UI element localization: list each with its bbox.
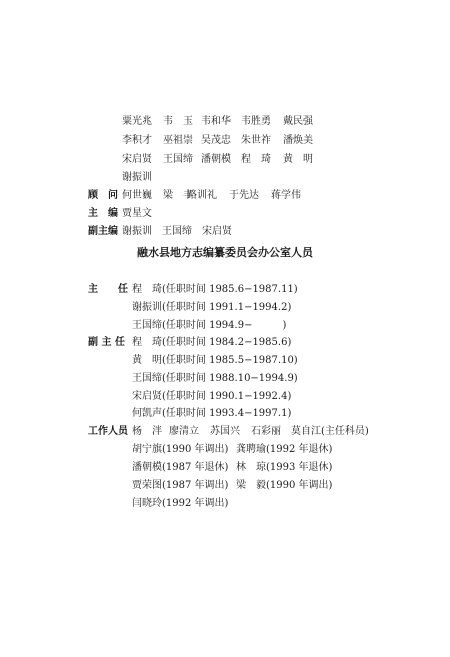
deputy-editor-name: 谢振训 — [122, 226, 152, 237]
advisor-name: 蒋学伟 — [271, 190, 301, 201]
deputy-director-entry: 黄 明(任职时间 1985.5−1987.10) — [132, 355, 298, 366]
member-name: 朱世祚 — [241, 135, 271, 146]
deputy-editor-names — [122, 226, 232, 238]
staff-label: 工作人员 — [88, 426, 128, 437]
member-name: 王国缔 — [163, 154, 193, 165]
deputy-director-label: 副 主 任 — [88, 337, 125, 348]
staff-row — [132, 498, 228, 510]
deputy-editor-label: 副主编 — [88, 226, 118, 237]
members-row — [122, 154, 313, 166]
staff-entry: 林 琼(1993 年退休) — [236, 462, 333, 473]
members-row — [122, 116, 313, 128]
staff-row — [132, 480, 332, 492]
members-row — [122, 135, 313, 147]
staff-entry: 潘朝模(1987 年退休) — [132, 462, 229, 473]
member-name: 粟光兆 — [122, 116, 152, 127]
deputy-director-entry: 何凯声(任职时间 1993.4−1997.1) — [132, 408, 292, 419]
member-name: 黄 明 — [283, 154, 313, 165]
member-name: 韦胜勇 — [241, 116, 271, 127]
member-name: 潘朝模 — [201, 154, 231, 165]
director-entry: 程 琦(任职时间 1985.6−1987.11) — [132, 284, 298, 295]
advisor-name: 何世巍 — [122, 190, 152, 201]
director-entry: 谢振训(任职时间 1991.1−1994.2) — [132, 302, 292, 313]
member-name: 李积才 — [122, 135, 152, 146]
staff-name: 廖清立 — [169, 426, 199, 437]
members-row — [122, 172, 152, 184]
staff-name: 苏国兴 — [210, 426, 240, 437]
director-entry: 王国缔(任职时间 1994.9− ) — [132, 320, 287, 331]
director-label: 主 任 — [88, 284, 128, 295]
staff-entry: 梁 毅(1990 年调出) — [236, 480, 333, 491]
advisors-names — [122, 190, 301, 202]
chief-editor-name: 贾星文 — [122, 208, 152, 219]
staff-row — [132, 444, 332, 456]
staff-entry: 闫晓玲(1992 年调出) — [132, 498, 229, 509]
advisors-label: 顾 问 — [88, 190, 118, 201]
deputy-editor-name: 宋启贤 — [202, 226, 232, 237]
staff-row — [132, 462, 332, 474]
advisor-name: 于先达 — [229, 190, 259, 201]
advisor-name: 路训礼 — [187, 190, 217, 201]
staff-name: 莫自江(主任科员) — [291, 426, 369, 437]
member-name: 韦 玉 — [163, 116, 193, 127]
member-name: 宋启贤 — [122, 154, 152, 165]
staff-entry: 贾荣图(1987 年调出) — [132, 480, 229, 491]
staff-first-row — [132, 426, 369, 438]
staff-entry: 胡宁旗(1990 年调出) — [132, 444, 229, 455]
deputy-editor-name: 王国缔 — [162, 226, 192, 237]
member-name: 程 琦 — [241, 154, 271, 165]
deputy-director-entry: 宋启贤(任职时间 1990.1−1992.4) — [132, 391, 292, 402]
staff-name: 石彩丽 — [251, 426, 281, 437]
deputy-director-entry: 程 琦(任职时间 1984.2−1985.6) — [132, 337, 292, 348]
member-name: 戴民强 — [283, 116, 313, 127]
member-name: 潘焕美 — [283, 135, 313, 146]
chief-editor-label: 主 编 — [88, 208, 118, 219]
member-name: 吴茂忠 — [201, 135, 231, 146]
staff-entry: 龚聘瑜(1992 年退休) — [236, 444, 333, 455]
advisor-name: 梁 丰 — [163, 190, 193, 201]
member-name: 谢振训 — [122, 172, 152, 183]
deputy-director-entry: 王国缔(任职时间 1988.10−1994.9) — [132, 373, 298, 384]
member-name: 巫祖崇 — [163, 135, 193, 146]
member-name: 韦和华 — [201, 116, 231, 127]
staff-name: 杨 泮 — [132, 426, 162, 437]
office-title: 融水县地方志编纂委员会办公室人员 — [137, 246, 313, 259]
